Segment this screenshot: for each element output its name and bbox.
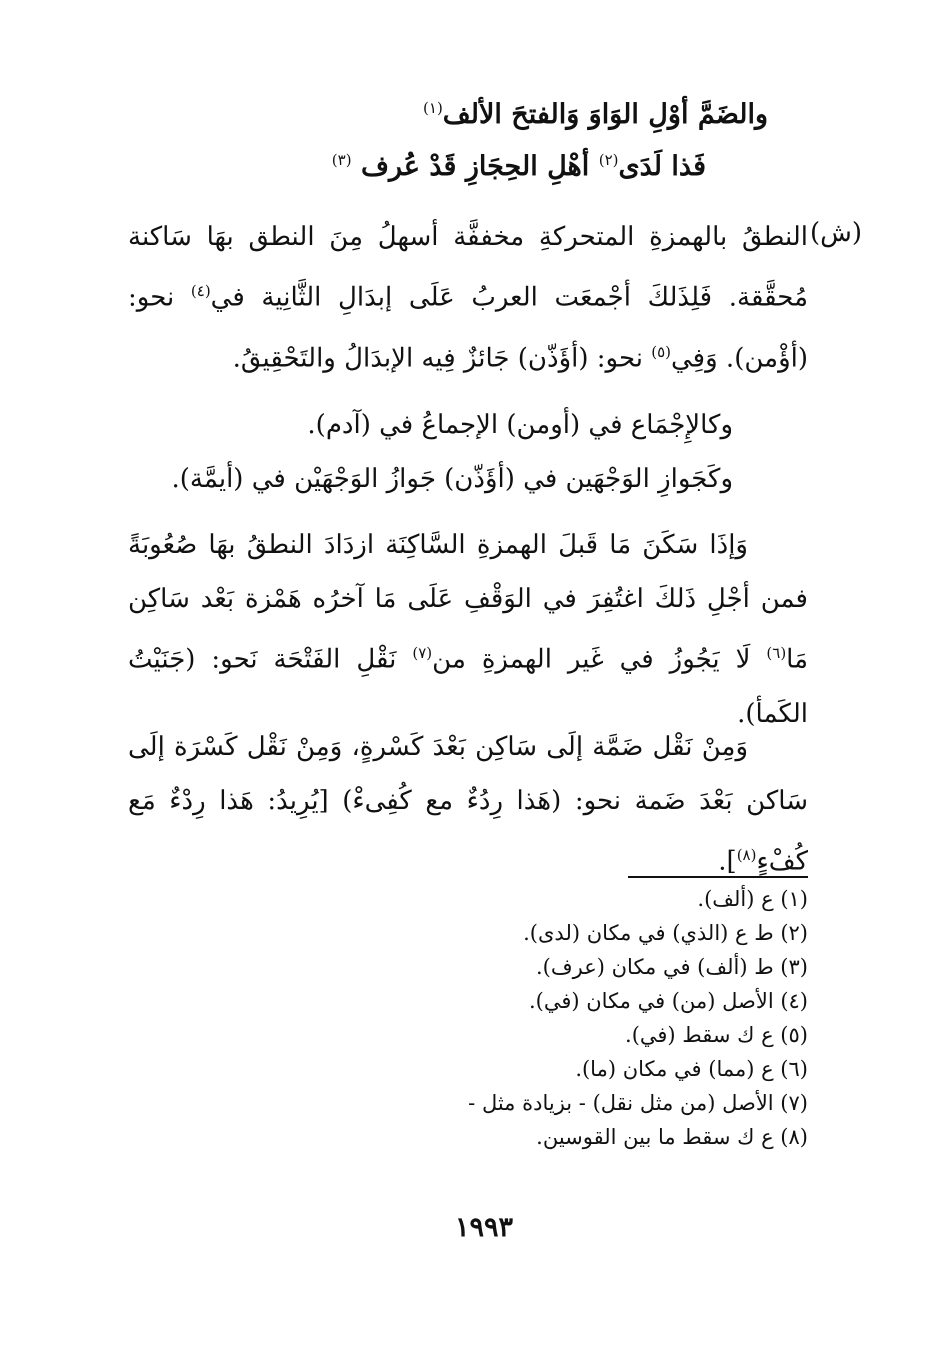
footnote-item: (١) ع (ألف). <box>697 887 808 911</box>
footnote-ref-1: (١) <box>423 99 443 117</box>
footnote-item: (٨) ع ك سقط ما بين القوسين. <box>536 1125 808 1149</box>
commentary-paragraph-4 <box>128 518 808 741</box>
commentary-paragraph-3: وكَجَوازِ الوَجْهَين في (أؤَذّن) جَوازُ الوَجْهَيْن في (أيمَّة). <box>171 464 733 494</box>
paragraph-4-text-c: نَقْلِ الفَتْحَة نَحو: (جَنَيْتُ الكَمأ). <box>128 644 808 729</box>
commentary-paragraph-5 <box>128 720 808 889</box>
footnote-ref-7: (٧) <box>412 644 433 662</box>
verse-line-1-text: والضَمَّ أوْلِ الوَاوَ وَالفتحَ الألف <box>442 99 768 130</box>
commentary-marker: (ش) <box>809 218 862 248</box>
verse-line-2-text-a: فَذا لَدَى <box>618 151 706 182</box>
footnote-item: (٦) ع (مما) في مكان (ما). <box>575 1057 808 1081</box>
commentary-paragraph-2: وكالإِجْمَاع في (أومن) الإجماعُ في (آدم). <box>307 410 733 440</box>
footnote-ref-2: (٢) <box>598 151 619 169</box>
page-number <box>0 1212 938 1243</box>
verse-line-2 <box>332 140 706 187</box>
footnote-ref-3: (٣) <box>331 151 352 169</box>
footnotes-list <box>208 882 808 1154</box>
footnote-ref-5: (٥) <box>651 342 672 361</box>
commentary-paragraph-1 <box>128 210 808 385</box>
paragraph-4-text-a: وَإذَا سَكَنَ مَا قَبلَ الهمزةِ السَّاكِنَة ازدَادَ النطقُ بهَا صُعُوبَةً فمن أجْلِ ذَلكَ اغتُفِرَ في الوَقْفِ عَلَى مَا آخرُه هَمْزة بَعْد سَاكِن مَا <box>128 530 809 675</box>
footnote-ref-4: (٤) <box>190 282 211 300</box>
paragraph-1-text-a: النطقُ بالهمزةِ المتحركةِ مخففَّة أسهلُ مِنَ النطق بهَا سَاكنة مُحقَّقة. فَلِذَلكَ أجْمعَت العربُ عَلَى إبدَالِ الثَّانِية في <box>128 222 808 313</box>
verse-line-2-text-b: أهْلِ الحِجَازِ قَدْ عُرف <box>360 151 590 182</box>
footnote-item: (٤) الأصل (من) في مكان (في). <box>528 989 808 1013</box>
paragraph-1-text-b: نحو: (أؤْمن). وَفِي <box>128 282 808 374</box>
footnote-item: (٢) ط ع (الذي) في مكان (لدى). <box>523 921 808 945</box>
footnote-ref-8: (٨) <box>736 846 757 864</box>
paragraph-1-text-c: نحو: (أؤَذّن) جَائزٌ فِيه الإبدَالُ والتَحْقِيقُ. <box>232 343 643 374</box>
paragraph-5-text-b: ]. <box>718 846 737 877</box>
footnote-item: (٣) ط (ألف) في مكان (عرف). <box>536 955 808 979</box>
page-number-text: ١٩٩٣ <box>454 1212 513 1243</box>
paragraph-4-text-b: لَا يَجُوزُ في غَير الهمزةِ من <box>432 644 751 675</box>
verse-line-1 <box>423 88 768 135</box>
footnote-item: (٥) ع ك سقط (في). <box>625 1023 808 1047</box>
footnote-ref-6: (٦) <box>766 644 787 662</box>
footnote-separator <box>628 876 808 878</box>
paragraph-5-text-a: وَمِنْ نَقْل ضَمَّة إلَى سَاكِن بَعْدَ كَسْرةٍ، وَمِنْ نَقْل كَسْرَة إلَى سَاكن بَعْدَ ضَمة نحو: (هَذا رِدُءٌ مع كُفِىءْ) [يُرِيدُ: هَذا رِدْءٌ مَع كُفْءٍ <box>128 732 809 877</box>
footnote-item: (٧) الأصل (من مثل نقل) - بزيادة مثل - <box>468 1091 808 1115</box>
